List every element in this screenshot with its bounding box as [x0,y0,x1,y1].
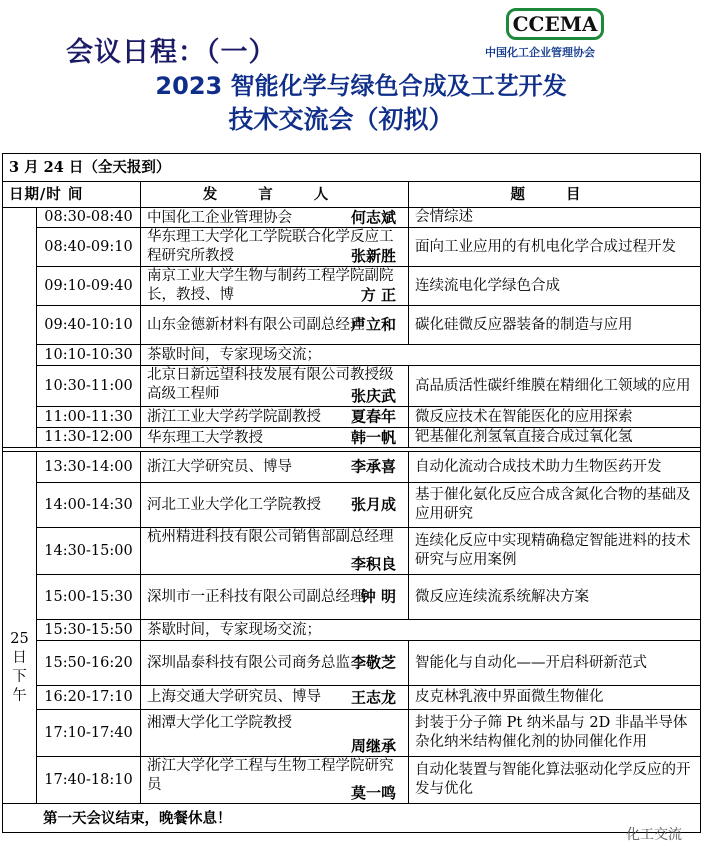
speaker-cell [141,428,409,448]
speaker-block [147,452,402,482]
session-time: 15:50-16:20 [37,641,141,686]
speaker-cell [141,686,409,710]
session-topic: 基于催化氨化反应合成含氮化合物的基础及应用研究 [409,483,701,528]
conference-title-line2: 技术交流会（初拟） [228,105,454,134]
schedule-row [3,228,701,267]
schedule-row [3,686,701,710]
session-topic: 皮克林乳液中界面微生物催化 [409,686,701,710]
speaker-name: 方 正 [360,286,396,304]
speaker-name: 张月成 [350,495,396,514]
session-time: 09:40-10:10 [37,306,141,345]
speaker-affiliation: 湘潭大学化工学院教授 [147,715,292,731]
schedule-row [3,345,701,366]
speaker-block [147,483,402,527]
schedule-row [3,575,701,620]
speaker-block [147,710,402,756]
speaker-block [147,528,402,574]
date-cell: 3 月 24 日（全天报到） [3,154,701,182]
session-time: 14:30-15:00 [37,528,141,575]
speaker-cell [141,208,409,228]
session-topic: 自动化装置与智能化算法驱动化学反应的开发与优化 [409,757,701,804]
speaker-name: 卢立和 [350,315,396,334]
speaker-cell [141,228,409,267]
speaker-cell [141,710,409,757]
session-time: 17:40-18:10 [37,757,141,804]
speaker-name: 王志龙 [350,688,396,706]
session-topic: 自动化流动合成技术助力生物医药开发 [409,452,701,483]
speaker-affiliation: 上海交通大学研究员、博导 [147,689,321,705]
session-time: 08:40-09:10 [37,228,141,267]
speaker-name: 李积良 [350,555,396,573]
speaker-affiliation: 南京工业大学生物与制药工程学院副院长，教授、博 [147,268,394,303]
session-topic: 连续化反应中实现精确稳定智能进料的技术研究与应用案例 [409,528,701,575]
session-topic: 高品质活性碳纤维膜在精细化工领域的应用 [409,366,701,407]
session-time: 17:10-17:40 [37,710,141,757]
speaker-affiliation: 浙江工业大学药学院副教授 [147,409,321,425]
afternoon-day-label [3,452,37,804]
speaker-name: 韩一帆 [350,428,396,446]
speaker-block [147,429,402,447]
schedule-row [3,452,701,483]
session-topic: 钯基催化剂氢氧直接合成过氧化氢 [409,428,701,448]
header-datetime: 日期/时 间 [3,182,141,208]
header-row [3,182,701,208]
speaker-affiliation: 山东金德新材料有限公司副总经理 [147,317,365,333]
speaker-block [147,575,402,619]
header-speaker: 发 言 人 [141,182,409,208]
break-note: 茶歇时间，专家现场交流； [141,345,701,366]
speaker-cell [141,575,409,620]
schedule-row [3,366,701,407]
speaker-cell [141,452,409,483]
session-topic: 会情综述 [409,208,701,228]
session-time: 09:10-09:40 [37,267,141,306]
session-time: 11:30-12:00 [37,428,141,448]
conference-title-line1: 2023 智能化学与绿色合成及工艺开发 [155,72,567,100]
speaker-cell [141,528,409,575]
session-time: 15:00-15:30 [37,575,141,620]
speaker-affiliation: 河北工业大学化工学院教授 [147,497,321,513]
schedule-row [3,483,701,528]
speaker-cell [141,641,409,686]
speaker-affiliation: 北京日新远望科技发展有限公司教授级高级工程师 [147,367,394,402]
date-row [3,154,701,182]
session-time: 16:20-17:10 [37,686,141,710]
session-time: 10:10-10:30 [37,345,141,366]
morning-day-cell [3,208,37,448]
speaker-block [147,366,402,406]
ccema-logo: CCEMA [506,8,604,40]
speaker-name: 李敬芝 [350,653,396,672]
speaker-cell [141,483,409,528]
speaker-cell [141,306,409,345]
speaker-affiliation: 华东理工大学化工学院联合化学反应工程研究所教授 [147,229,394,264]
speaker-cell [141,366,409,407]
session-topic: 封装于分子筛 Pt 纳米晶与 2D 非晶半导体杂化纳米结构催化剂的协同催化作用 [409,710,701,757]
schedule-row [3,757,701,804]
schedule-row [3,528,701,575]
schedule-row [3,620,701,641]
session-time: 14:00-14:30 [37,483,141,528]
closing-row [3,804,701,833]
schedule-row [3,710,701,757]
wechat-watermark: 化工交流 [626,827,682,843]
afternoon-label-text: 25 日 下 午 [10,630,29,704]
schedule-row [3,306,701,345]
closing-note: 第一天会议结束，晚餐休息！ [3,804,701,833]
logo-subtitle: 中国化工企业管理协会 [485,46,595,59]
speaker-affiliation: 深圳市一正科技有限公司副总经理 [147,589,365,605]
speaker-affiliation: 深圳晶泰科技有限公司商务总监 [147,655,350,671]
session-topic: 连续流电化学绿色合成 [409,267,701,306]
speaker-block [147,209,402,227]
schedule-row [3,267,701,306]
speaker-cell [141,407,409,428]
speaker-cell [141,757,409,804]
speaker-name: 李承喜 [350,457,396,476]
schedule-row [3,208,701,228]
speaker-block [147,407,402,427]
speaker-block [147,757,402,803]
speaker-block [147,306,402,344]
session-time: 08:30-08:40 [37,208,141,228]
speaker-affiliation: 中国化工企业管理协会 [147,209,292,226]
schedule-row [3,428,701,448]
speaker-block [147,228,402,266]
session-time: 10:30-11:00 [37,366,141,407]
session-topic: 微反应技术在智能医化的应用探索 [409,407,701,428]
speaker-affiliation: 浙江大学研究员、博导 [147,459,292,475]
speaker-name: 张庆武 [350,387,396,405]
speaker-block [147,641,402,685]
speaker-affiliation: 杭州精进科技有限公司销售部副总经理 [147,529,394,545]
schedule-table [2,153,701,833]
speaker-name: 钟 明 [360,587,396,606]
header-topic: 题 目 [409,182,701,208]
session-topic: 微反应连续流系统解决方案 [409,575,701,620]
session-time: 11:00-11:30 [37,407,141,428]
schedule-row [3,407,701,428]
session-topic: 面向工业应用的有机电化学合成过程开发 [409,228,701,267]
speaker-name: 周继承 [350,737,396,755]
speaker-block [147,686,402,709]
session-topic: 碳化硅微反应器装备的制造与应用 [409,306,701,345]
speaker-block [147,267,402,305]
speaker-name: 张新胜 [350,247,396,265]
speaker-name: 夏春年 [350,407,396,426]
speaker-cell [141,267,409,306]
speaker-name: 何志斌 [350,208,396,226]
session-topic: 智能化与自动化——开启科研新范式 [409,641,701,686]
page-heading: 会议日程：（一） [66,37,277,68]
schedule-row [3,641,701,686]
speaker-affiliation: 华东理工大学教授 [147,429,263,446]
session-time: 15:30-15:50 [37,620,141,641]
break-note: 茶歇时间，专家现场交流； [141,620,701,641]
speaker-affiliation: 浙江大学化学工程与生物工程学院研究员 [147,758,394,793]
session-time: 13:30-14:00 [37,452,141,483]
speaker-name: 莫一鸣 [350,784,396,802]
